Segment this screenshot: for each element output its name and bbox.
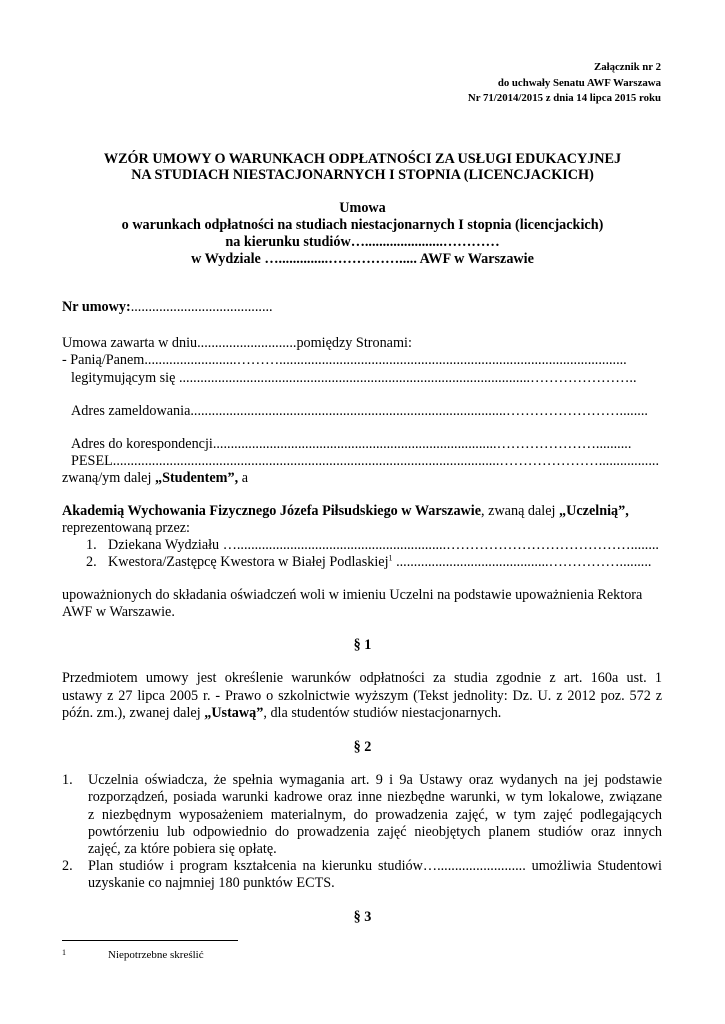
section-2-item1-line5: zajęć, za które pobiera się opłatę. <box>88 841 277 857</box>
section-2-item1-line4: powtórzeniu lub odpowiednio do prowadzenia zajęć nieobjętych planem studiów oraz innych <box>88 824 662 840</box>
representative-2-number: 2. <box>86 554 97 570</box>
authorization-line2: AWF w Warszawie. <box>62 604 175 620</box>
pesel-line: PESEL.............................................................................................................…………………................. <box>71 453 659 469</box>
document-title-line1: WZÓR UMOWY O WARUNKACH ODPŁATNOŚCI ZA USŁUGI EDUKACYJNEJ <box>103 151 622 167</box>
section-1-line3: późn. zm.), zwanej dalej „Ustawą”, dla studentów studiów niestacjonarnych. <box>62 705 502 721</box>
faculty: w Wydziale …..............……………..... AWF w Warszawie <box>191 251 534 267</box>
party-name-line: - Panią/Panem..........................……….................................................................................................. <box>62 352 627 368</box>
section-2-heading: § 2 <box>353 739 372 755</box>
section-2-item2-line2: uzyskanie co najmniej 180 punktów ECTS. <box>88 875 335 891</box>
act-term: „Ustawą” <box>204 705 264 721</box>
footnote-text: Niepotrzebne skreślić <box>108 949 204 961</box>
section-3-heading: § 3 <box>353 909 372 925</box>
section-2-item2-line1: Plan studiów i program kształcenia na kierunku studiów…......................... umożliwia Studentowi <box>88 858 662 874</box>
student-definition: zwaną/ym dalej „Studentem”, a <box>62 470 248 486</box>
university-name: Akademią Wychowania Fizycznego Józefa Piłsudskiego w Warszawie <box>62 503 482 519</box>
represented-by: reprezentowaną przez: <box>62 520 190 536</box>
annex-label: Załącznik nr 2 <box>594 61 661 73</box>
contract-heading: Umowa <box>339 200 386 216</box>
resolution-number: Nr 71/2014/2015 z dnia 14 lipca 2015 roku <box>467 92 661 104</box>
contract-number-field: ........................................ <box>130 299 273 315</box>
correspondence-address-line: Adres do korespondencji................................................................................………………….......... <box>71 436 632 452</box>
section-2-item1-line1: Uczelnia oświadcza, że spełnia wymagania art. 9 i 9a Ustawy oraz wydanych na jej podstawie <box>88 772 662 788</box>
section-2-item1-line2: rozporządzeń, posiada warunki kadrowe oraz inne niezbędne warunki, w tym lokalowe, związane <box>88 789 662 805</box>
contract-number-label: Nr umowy: <box>62 299 131 315</box>
id-document-line: legitymującym się ...................................................................................................………………….. <box>71 370 637 386</box>
section-1-line1: Przedmiotem umowy jest określenie warunków odpłatności za studia zgodnie z art. 160a ust. 1 <box>62 670 662 686</box>
authorization-line1: upoważnionych do składania oświadczeń woli w imieniu Uczelni na podstawie upoważnienia Rektora <box>62 587 643 603</box>
section-1-heading: § 1 <box>353 637 372 653</box>
footnote-ref: 1 <box>388 553 393 563</box>
section-2-item2-number: 2. <box>62 858 73 874</box>
representative-1-number: 1. <box>86 537 97 553</box>
footnote-divider <box>62 940 238 941</box>
representative-2: Kwestora/Zastępcę Kwestora w Białej Podlaskiej$^1$ ...........................................……………......... <box>108 553 652 570</box>
student-term: „Studentem”, <box>154 470 239 486</box>
field-of-study: na kierunku studiów…......................………… <box>225 234 500 250</box>
registered-address-line: Adres zameldowania.........................................................................................……………………........ <box>71 403 648 419</box>
contract-subject: o warunkach odpłatności na studiach niestacjonarnych I stopnia (licencjackich) <box>121 217 604 233</box>
footnote-mark: 1 <box>62 948 66 957</box>
concluded-date-line: Umowa zawarta w dniu............................pomiędzy Stronami: <box>62 335 412 351</box>
resolution-label: do uchwały Senatu AWF Warszawa <box>497 77 661 89</box>
section-2-item1-line3: z niezbędnym wyposażeniem materialnym, do prowadzenia zajęć, w tym zajęć podlegających <box>88 807 662 823</box>
university-term: „Uczelnią”, <box>559 503 629 519</box>
university-definition: Akademią Wychowania Fizycznego Józefa Piłsudskiego w Warszawie, zwaną dalej „Uczelnią”, <box>62 503 629 519</box>
section-1-line2: ustawy z 27 lipca 2005 r. - Prawo o szkolnictwie wyższym (Tekst jednolity: Dz. U. z 2012 poz. 572 z <box>62 688 662 704</box>
section-2-item1-number: 1. <box>62 772 73 788</box>
document-title-line2: NA STUDIACH NIESTACJONARNYCH I STOPNIA (LICENCJACKICH) <box>131 167 594 183</box>
contract-number <box>62 298 273 316</box>
representative-1: Dziekana Wydziału …...........................................................…………………………………........ <box>108 537 659 553</box>
